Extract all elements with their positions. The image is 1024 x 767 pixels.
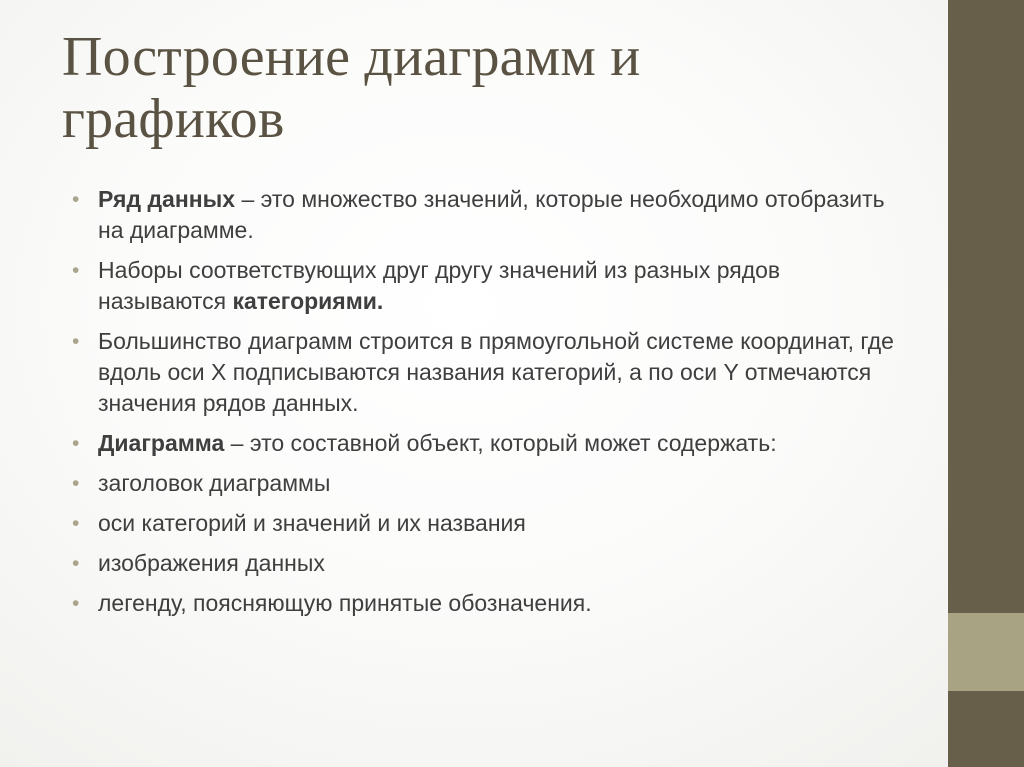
bullet-text: оси категорий и значений и их названия — [98, 510, 526, 536]
bullet-text: – это множество значений, которые необходимо отобразить на диаграмме. — [98, 186, 885, 243]
bullet-text: Большинство диаграмм строится в прямоугольной системе координат, где вдоль оси Х подписываются названия категорий, а по оси Y отмечаются значения рядов данных. — [98, 328, 894, 416]
bullet-list — [72, 184, 912, 628]
bullet-text: – это составной объект, который может содержать: — [224, 430, 777, 456]
bullet-item-chart-definition — [72, 428, 912, 459]
bullet-item-data-series — [72, 184, 912, 246]
bullet-dot-icon: • — [72, 330, 80, 353]
bullet-term: Ряд данных — [98, 186, 236, 212]
slide-title — [62, 26, 922, 150]
bullet-dot-icon: • — [72, 472, 80, 495]
bullet-item-categories — [72, 255, 912, 317]
bullet-dot-icon: • — [72, 552, 80, 575]
bullet-dot-icon: • — [72, 592, 80, 615]
bullet-dot-icon: • — [72, 259, 80, 282]
bullet-item-axes — [72, 508, 912, 539]
bullet-text: легенду, поясняющую принятые обозначения. — [98, 590, 592, 616]
bullet-item-coordinate-system — [72, 326, 912, 419]
bullet-term: категориями. — [232, 288, 384, 314]
bullet-text: изображения данных — [98, 550, 325, 576]
bullet-dot-icon: • — [72, 432, 80, 455]
bullet-dot-icon: • — [72, 188, 80, 211]
side-decoration-accent — [948, 613, 1024, 691]
bullet-item-chart-title — [72, 468, 912, 499]
bullet-term: Диаграмма — [98, 430, 225, 456]
bullet-text: Наборы соответствующих друг другу значений из разных рядов называются — [98, 257, 781, 314]
slide-title-line-1: Построение диаграмм и — [62, 26, 641, 88]
bullet-dot-icon: • — [72, 512, 80, 535]
slide-title-line-2: графиков — [62, 88, 285, 150]
bullet-item-legend — [72, 588, 912, 619]
bullet-text: заголовок диаграммы — [98, 470, 331, 496]
bullet-item-data-images — [72, 548, 912, 579]
